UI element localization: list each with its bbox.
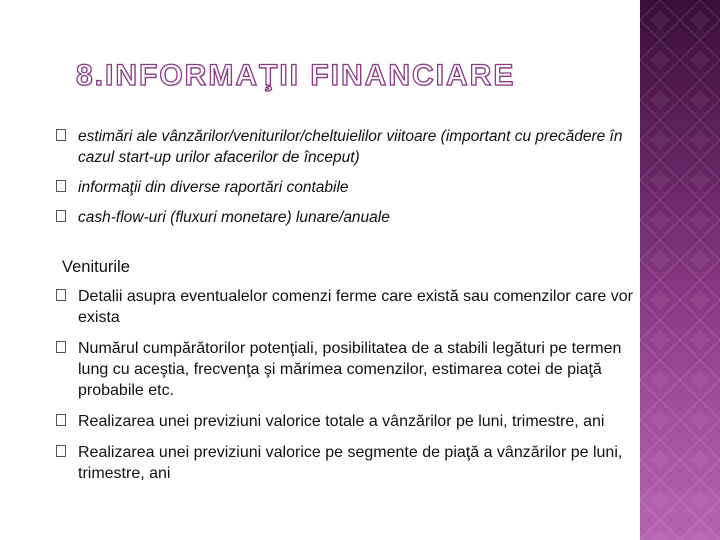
bullet-text: Detalii asupra eventualelor comenzi ferme care există sau comenzilor care vor exista bbox=[78, 288, 633, 326]
list-item bbox=[56, 411, 636, 432]
bullet-text: estimări ale vânzărilor/veniturilor/cheltuielilor viitoare (important cu precădere în cazul start-up urilor afacerilor de început) bbox=[78, 128, 623, 166]
list-item bbox=[56, 286, 636, 328]
section-subheading: Veniturile bbox=[62, 258, 130, 276]
list-item bbox=[56, 126, 636, 168]
intro-bullet-list bbox=[56, 126, 636, 237]
slide-title: 8.INFORMAŢII FINANCIARE bbox=[76, 59, 516, 92]
bullet-text: cash-flow-uri (fluxuri monetare) lunare/anuale bbox=[78, 209, 390, 226]
square-bullet-icon bbox=[56, 180, 66, 192]
square-bullet-icon bbox=[56, 129, 66, 141]
decorative-side-panel bbox=[640, 0, 720, 540]
square-bullet-icon bbox=[56, 289, 66, 301]
bullet-text: informaţii din diverse raportări contabile bbox=[78, 179, 349, 196]
bullet-text: Numărul cumpărătorilor potenţiali, posibilitatea de a stabili legături pe termen lung cu aceştia, frecvenţa şi mărimea comenzilor, estimarea cotei de piaţă probabile etc. bbox=[78, 340, 622, 399]
diamond-pattern-icon bbox=[640, 0, 720, 540]
square-bullet-icon bbox=[56, 445, 66, 457]
list-item bbox=[56, 338, 636, 401]
list-item bbox=[56, 177, 636, 198]
bullet-text: Realizarea unei previziuni valorice pe segmente de piaţă a vânzărilor pe luni, trimestre, ani bbox=[78, 444, 623, 482]
square-bullet-icon bbox=[56, 414, 66, 426]
bullet-text: Realizarea unei previziuni valorice totale a vânzărilor pe luni, trimestre, ani bbox=[78, 413, 605, 430]
square-bullet-icon bbox=[56, 210, 66, 222]
revenue-bullet-list bbox=[56, 286, 636, 494]
list-item bbox=[56, 207, 636, 228]
square-bullet-icon bbox=[56, 341, 66, 353]
list-item bbox=[56, 442, 636, 484]
